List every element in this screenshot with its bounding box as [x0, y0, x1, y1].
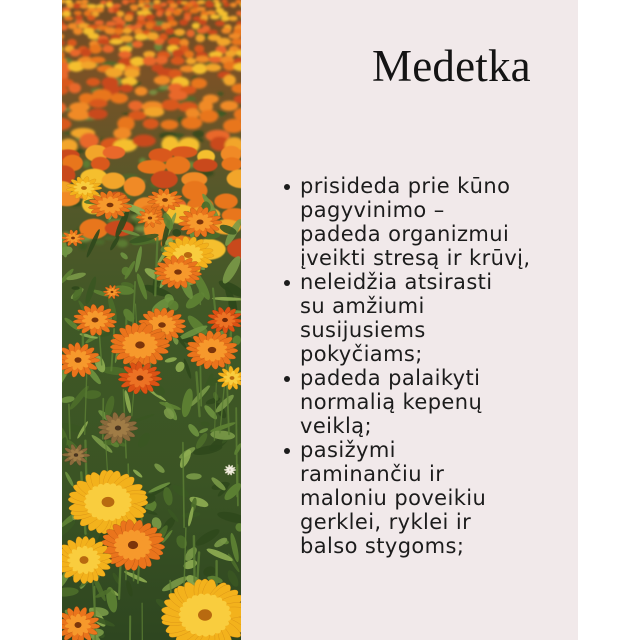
flower-center	[74, 453, 78, 457]
distant-flower	[103, 146, 126, 159]
text-panel	[241, 0, 578, 640]
distant-flower	[69, 83, 81, 93]
flower-center	[111, 291, 114, 293]
flower-center	[102, 497, 115, 507]
distant-flower	[131, 7, 138, 11]
flower-center	[80, 556, 89, 564]
distant-flower	[118, 51, 131, 59]
distant-flower	[156, 10, 163, 17]
flower-center	[148, 216, 152, 219]
distant-flower	[174, 29, 185, 36]
distant-flower	[75, 15, 83, 20]
distant-flower	[132, 41, 143, 48]
distant-flower	[168, 38, 182, 46]
distant-flower	[172, 49, 184, 57]
distant-flower	[182, 6, 190, 11]
distant-flower	[160, 2, 167, 7]
benefit-text: pasižymi raminančiu ir maloniu poveikiu gerklei, ryklei ir balso stygoms;	[300, 438, 487, 558]
distant-flower	[143, 119, 159, 130]
distant-flower	[124, 14, 133, 21]
distant-flower	[100, 0, 106, 4]
distant-flower	[215, 21, 225, 27]
flower-center	[71, 237, 75, 240]
distant-flower	[221, 28, 231, 34]
distant-flower	[198, 19, 207, 25]
distant-flower	[229, 16, 238, 21]
benefit-item	[300, 174, 560, 270]
distant-flower	[205, 64, 221, 72]
distant-flower	[165, 28, 175, 35]
distant-flower	[79, 219, 108, 239]
distant-flower	[171, 57, 185, 65]
bullet-dot-icon	[284, 184, 290, 190]
flower-center	[135, 341, 145, 348]
distant-flower	[179, 19, 188, 25]
bullet-dot-icon	[284, 448, 290, 454]
distant-flower	[62, 11, 71, 17]
distant-flower	[221, 16, 230, 22]
distant-flower	[88, 33, 99, 40]
photo-panel	[62, 0, 241, 640]
distant-flower	[91, 157, 110, 171]
flower-center	[198, 609, 212, 620]
distant-flower	[145, 14, 155, 20]
stem	[237, 465, 238, 506]
distant-flower	[81, 48, 92, 57]
bullet-dot-icon	[284, 280, 290, 286]
leaf	[149, 90, 157, 95]
distant-flower	[89, 99, 107, 108]
distant-flower	[197, 7, 206, 11]
distant-flower	[124, 69, 140, 78]
distant-flower	[88, 109, 108, 120]
flower-center	[158, 322, 166, 327]
flower-center	[229, 469, 231, 471]
distant-flower	[114, 28, 124, 34]
distant-flower	[151, 171, 178, 189]
distant-flower	[206, 10, 216, 15]
stem	[130, 616, 131, 640]
benefit-item	[300, 438, 560, 558]
stem	[69, 404, 70, 438]
distant-flower	[214, 194, 237, 209]
distant-flower	[192, 63, 207, 74]
distant-flower	[70, 49, 81, 57]
distant-flower	[144, 107, 164, 117]
leaf	[117, 240, 128, 248]
flower-center	[230, 376, 235, 380]
flower-center	[184, 252, 192, 258]
benefit-text: neleidžia atsirasti su amžiumi susijusiems pokyčiams;	[300, 270, 493, 366]
distant-flower	[81, 61, 97, 69]
distant-flower	[106, 21, 116, 26]
benefit-item	[300, 270, 560, 366]
distant-flower	[86, 78, 100, 86]
distant-flower	[102, 173, 125, 190]
distant-flower	[173, 10, 181, 16]
distant-flower	[102, 45, 114, 53]
distant-flower	[220, 101, 238, 111]
flower-center	[81, 186, 87, 190]
stem	[194, 536, 195, 581]
distant-flower	[230, 3, 237, 8]
benefit-item	[300, 366, 560, 438]
distant-flower	[223, 75, 235, 86]
flower-center	[174, 269, 182, 274]
distant-flower	[68, 110, 90, 121]
distant-flower	[135, 87, 148, 96]
distant-flower	[187, 30, 195, 38]
distant-flower	[73, 28, 83, 35]
distant-flower	[87, 15, 95, 21]
flower-center	[75, 357, 82, 363]
distant-flower	[94, 20, 104, 25]
distant-flower	[113, 128, 131, 140]
distant-flower	[208, 30, 218, 35]
distant-flower	[111, 93, 129, 104]
distant-flower	[154, 76, 171, 85]
distant-flower	[128, 101, 143, 111]
benefit-text: padeda palaikyti normalią kepenų veiklą;	[300, 366, 483, 438]
distant-flower	[143, 56, 157, 65]
distant-flower	[134, 24, 143, 29]
distant-flower	[210, 15, 220, 20]
distant-flower	[205, 3, 214, 8]
leaf	[192, 130, 204, 138]
distant-flower	[117, 11, 125, 17]
flower-center	[208, 347, 216, 353]
benefit-text: prisideda prie kūno pagyvinimo – padeda organizmui įveikti stresą ir krūvį,	[300, 174, 531, 270]
benefits-list	[300, 174, 560, 558]
distant-flower	[74, 11, 82, 15]
flower-center	[92, 317, 99, 322]
flower-center	[137, 375, 144, 380]
distant-flower	[105, 68, 123, 78]
distant-flower	[193, 159, 218, 172]
distant-flower	[196, 56, 210, 63]
distant-flower	[199, 110, 218, 123]
distant-flower	[124, 177, 146, 197]
distant-flower	[161, 120, 179, 130]
distant-flower	[135, 34, 148, 41]
distant-flower	[123, 28, 132, 34]
distant-flower	[170, 146, 197, 158]
distant-flower	[194, 45, 204, 53]
title: Medetka	[372, 41, 531, 91]
distant-flower	[110, 39, 123, 45]
distant-flower	[218, 11, 228, 16]
distant-flower	[64, 16, 74, 21]
distant-flower	[229, 33, 241, 39]
flower-center	[107, 203, 114, 208]
distant-flower	[192, 23, 200, 29]
distant-flower	[217, 38, 231, 46]
distant-flower	[215, 2, 221, 8]
leaf	[217, 92, 223, 96]
distant-flower	[120, 84, 133, 93]
distant-flower	[223, 3, 230, 7]
distant-flower	[162, 99, 180, 110]
distant-flower	[97, 39, 110, 45]
flower-center	[222, 318, 228, 322]
distant-flower	[156, 56, 168, 65]
distant-flower	[154, 38, 164, 45]
calendula-photo	[62, 0, 241, 640]
bullet-dot-icon	[284, 376, 290, 382]
flower-center	[115, 425, 121, 430]
leaf	[83, 160, 91, 168]
distant-flower	[181, 117, 202, 130]
flower-center	[197, 220, 204, 225]
distant-flower	[197, 28, 208, 33]
flower-center	[162, 198, 168, 202]
distant-flower	[169, 91, 188, 100]
flower-center	[128, 541, 138, 549]
distant-flower	[184, 51, 194, 59]
distant-flower	[197, 0, 205, 4]
distant-flower	[132, 135, 155, 147]
flower-center	[75, 622, 82, 628]
distant-flower	[186, 58, 196, 65]
distant-flower	[196, 34, 205, 42]
